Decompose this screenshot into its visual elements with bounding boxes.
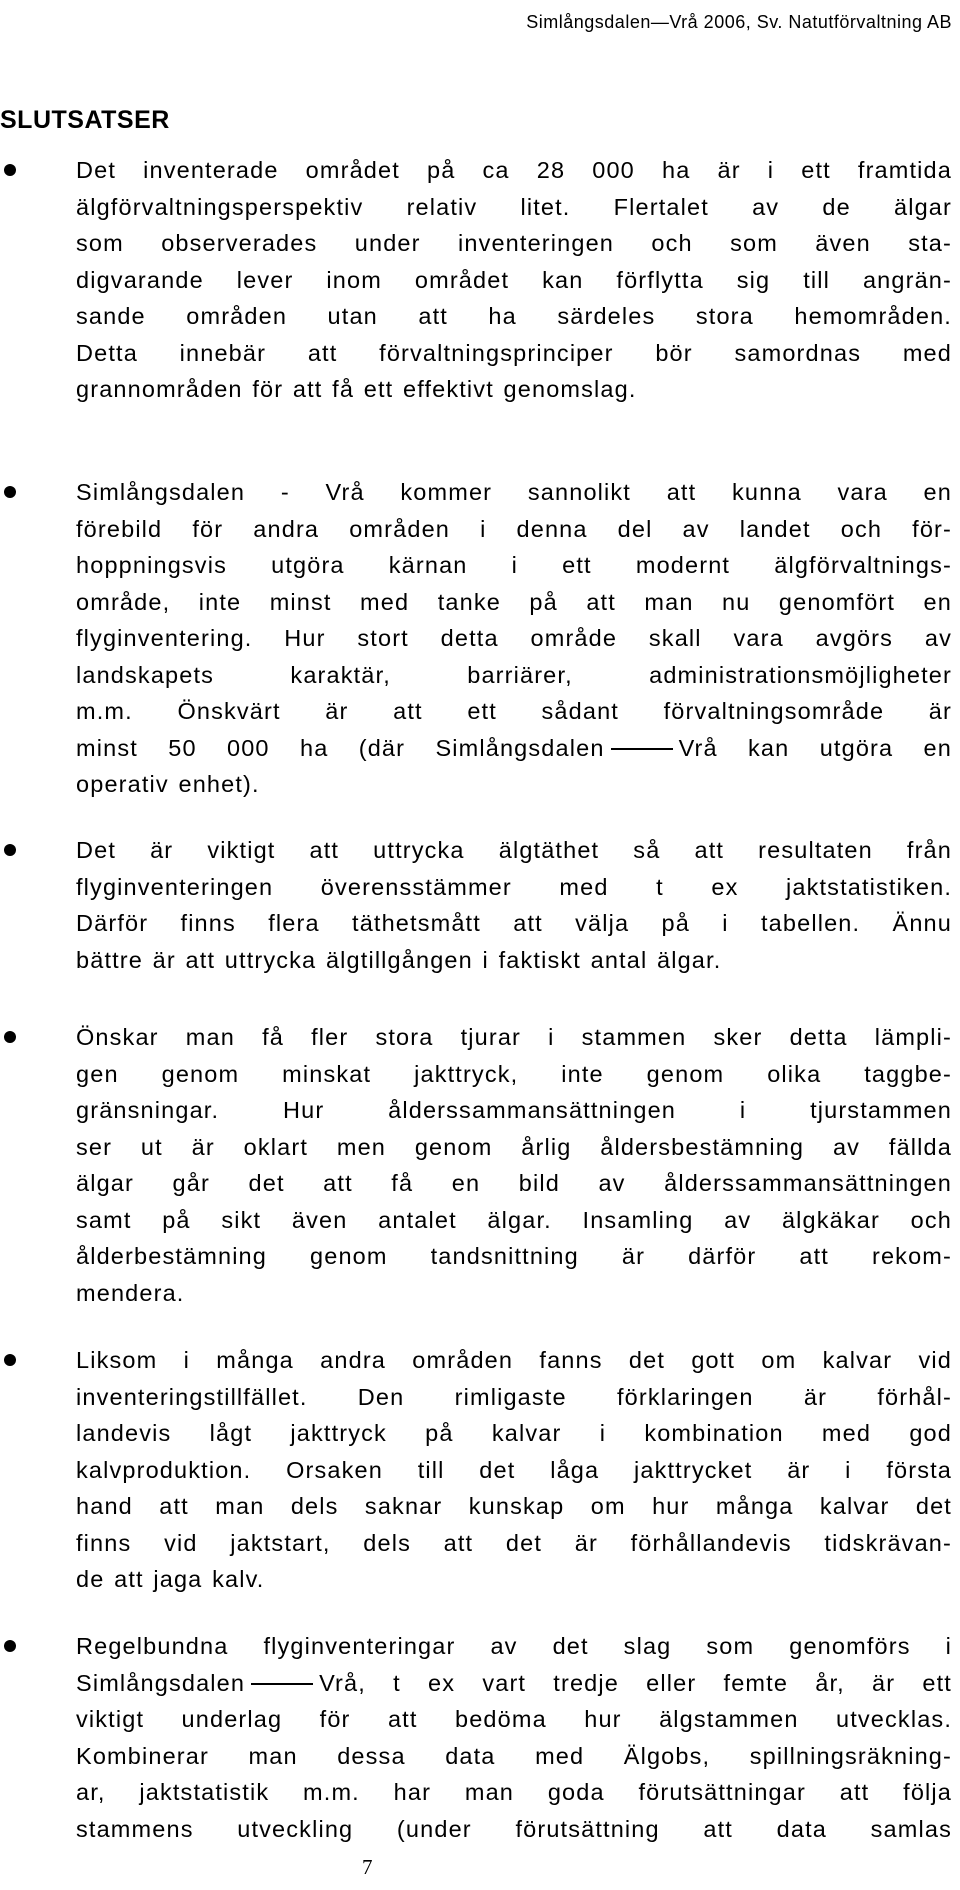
bullet-icon	[4, 1354, 16, 1366]
text-line: m.m. Önskvärt är att ett sådant förvaltningsområde är	[76, 698, 952, 724]
text-line: ålderbestämning genom tandsnittning är därför att rekom-	[76, 1243, 952, 1269]
text-line: område, inte minst med tanke på att man nu genomfört en	[76, 588, 952, 615]
text-line: Önskar man få fler stora tjurar i stammen sker detta lämpli-	[76, 1024, 952, 1050]
text-line: Regelbundna flyginventeringar av det slag som genomförs i	[76, 1633, 952, 1659]
text-line: stammens utveckling (under förutsättning att data samlas	[76, 1815, 952, 1842]
text-line: förebild för andra områden i denna del av landet och för-	[76, 515, 952, 542]
text-line: älgar går det att få en bild av ålderssammansättningen	[76, 1170, 952, 1196]
bullet-paragraph	[76, 1019, 952, 1311]
text-line: gränsningar. Hur ålderssammansättningen i tjurstammen	[76, 1097, 952, 1123]
text-segment: Simlångsdalen	[76, 1669, 246, 1696]
text-line: gen genom minskat jakttryck, inte genom olika taggbe-	[76, 1060, 952, 1087]
text-line: de att jaga kalv.	[76, 1566, 265, 1592]
text-segment: Vrå, t ex vart tredje eller femte år, är ett	[319, 1669, 952, 1696]
text-line: sande områden utan att ha särdeles stora hemområden.	[76, 303, 952, 329]
text-line: hand att man dels saknar kunskap om hur många kalvar det	[76, 1493, 952, 1519]
text-line: flyginventeringen överensstämmer med t ex jaktstatistiken.	[76, 873, 952, 900]
long-dash	[611, 748, 673, 750]
text-line: operativ enhet).	[76, 771, 260, 797]
text-line: inventeringstillfället. Den rimligaste förklaringen är förhål-	[76, 1383, 952, 1410]
text-line	[76, 730, 952, 767]
text-line: finns vid jaktstart, dels att det är förhållandevis tidskrävan-	[76, 1529, 952, 1556]
text-line: hoppningsvis utgöra kärnan i ett modernt älgförvaltnings-	[76, 552, 952, 578]
text-line: bättre är att uttrycka älgtillgången i faktiskt antal älgar.	[76, 946, 722, 973]
text-line: viktigt underlag för att bedöma hur älgstammen utvecklas.	[76, 1706, 952, 1732]
text-line: Liksom i många andra områden fanns det gott om kalvar vid	[76, 1347, 952, 1373]
text-line: som observerades under inventeringen och som även sta-	[76, 230, 952, 256]
text-line: digvarande lever inom området kan förflytta sig till angrän-	[76, 266, 952, 293]
text-segment: minst 50 000 ha (där Simlångsdalen	[76, 734, 605, 761]
text-line: ser ut är oklart men genom årlig åldersbestämning av fällda	[76, 1133, 952, 1160]
text-line: landskapets karaktär, barriärer, administrationsmöjligheter	[76, 661, 952, 688]
bullet-icon	[4, 1031, 16, 1043]
page-number: 7	[362, 1855, 373, 1879]
bullet-icon	[4, 486, 16, 498]
text-line: Det är viktigt att uttrycka älgtäthet så att resultaten från	[76, 837, 952, 863]
bullet-paragraph	[76, 1628, 952, 1847]
text-line: Det inventerade området på ca 28 000 ha är i ett framtida	[76, 157, 952, 183]
bullet-icon	[4, 844, 16, 856]
text-line: samt på sikt även antalet älgar. Insamling av älgkäkar och	[76, 1206, 952, 1233]
bullet-icon	[4, 164, 16, 176]
running-header: Simlångsdalen—Vrå 2006, Sv. Natutförvaltning AB	[526, 12, 952, 32]
bullet-paragraph	[76, 1342, 952, 1598]
text-line: ar, jaktstatistik m.m. har man goda förutsättningar att följa	[76, 1779, 952, 1805]
section-heading: SLUTSATSER	[0, 106, 170, 134]
long-dash	[251, 1683, 313, 1685]
text-line: kalvproduktion. Orsaken till det låga jakttrycket är i första	[76, 1456, 952, 1483]
text-line: grannområden för att få ett effektivt genomslag.	[76, 376, 637, 402]
text-line: Detta innebär att förvaltningsprinciper bör samordnas med	[76, 339, 952, 366]
text-line	[76, 1665, 952, 1702]
text-line: Simlångsdalen - Vrå kommer sannolikt att kunna vara en	[76, 479, 952, 505]
text-line: landevis lågt jakttryck på kalvar i kombination med god	[76, 1420, 952, 1446]
text-line: flyginventering. Hur stort detta område skall vara avgörs av	[76, 625, 952, 651]
text-segment: Vrå kan utgöra en	[678, 734, 952, 761]
bullet-paragraph	[76, 832, 952, 978]
text-line: Kombinerar man dessa data med Älgobs, spillningsräkning-	[76, 1742, 952, 1769]
bullet-paragraph	[76, 474, 952, 803]
bullet-icon	[4, 1640, 16, 1652]
text-line: mendera.	[76, 1279, 185, 1306]
text-line: Därför finns flera täthetsmått att välja på i tabellen. Ännu	[76, 910, 952, 936]
bullet-paragraph	[76, 152, 952, 408]
text-line: älgförvaltningsperspektiv relativ litet. Flertalet av de älgar	[76, 193, 952, 220]
